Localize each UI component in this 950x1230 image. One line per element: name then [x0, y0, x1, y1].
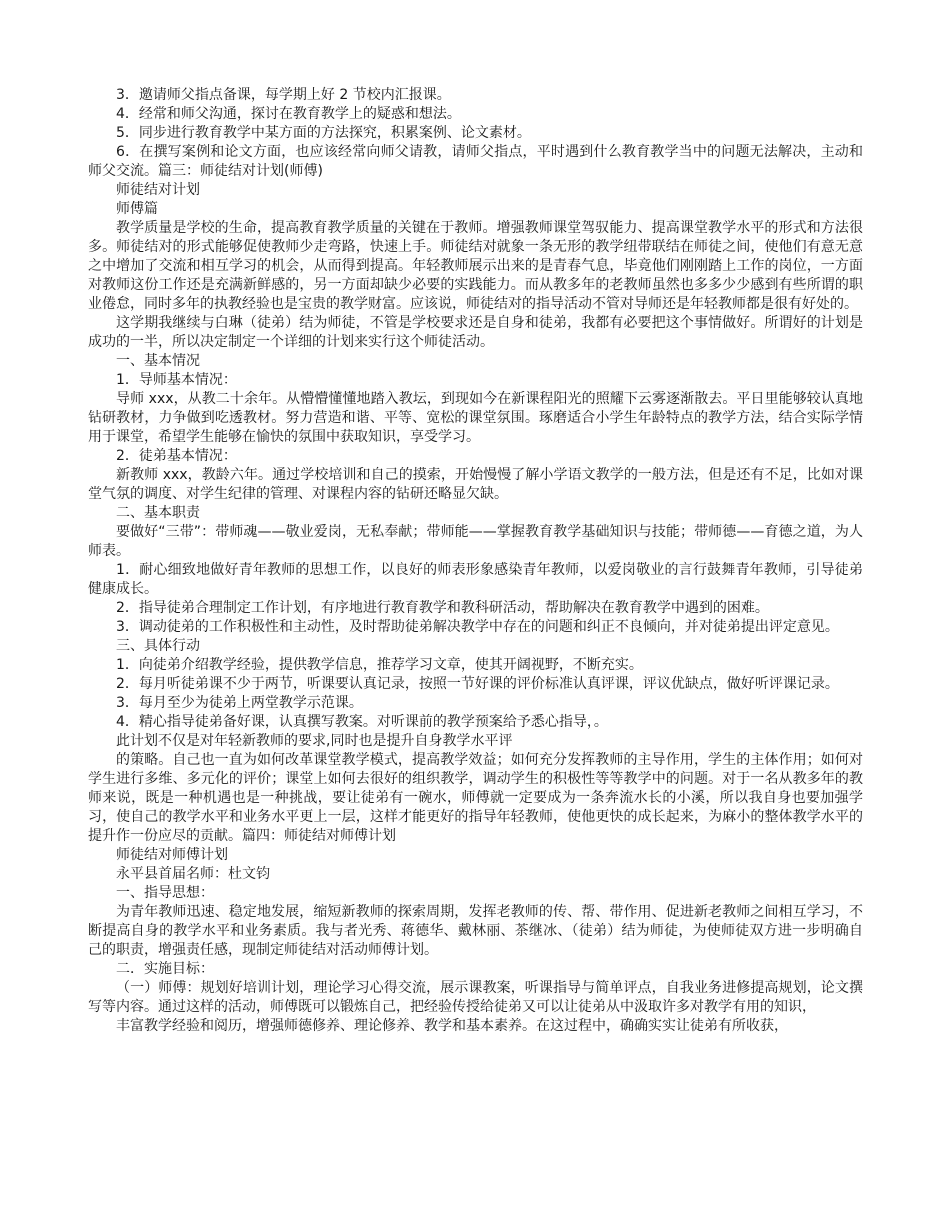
section-subtitle: 师傅篇 — [116, 201, 158, 217]
paragraph: 4．经常和师父沟通，探讨在教育教学上的疑惑和想法。 — [116, 106, 461, 122]
paragraph: 丰富教学经验和阅历，增强师德修养、理论修养、教学和基本素养。在这过程中，确确实实让徒弟有所收获， — [116, 1018, 788, 1034]
section-title: 师徒结对计划 — [116, 182, 200, 198]
section-heading: 一、基本情况 — [116, 353, 200, 369]
section-heading: 二、基本职责 — [116, 505, 200, 521]
paragraph: 3．邀请师父指点备课，每学期上好 2 节校内汇报课。 — [116, 87, 451, 103]
paragraph: 5．同步进行教育教学中某方面的方法探究，积累案例、论文素材。 — [116, 125, 531, 141]
paragraph: （一）师傅：规划好培训计划，理论学习心得交流，展示课教案，听课指导与简单评点，自我业务进修提高规划，论文撰写等内容。通过这样的活动，师傅既可以锻炼自己，把经验传授给徒弟又可以让徒弟从中汲取许多对教学有用的知识， — [88, 980, 863, 1015]
paragraph: 6．在撰写案例和论文方面，也应该经常向师父请教，请师父指点，平时遇到什么教育教学当中的问题无法解决，主动和师父交流。篇三：师徒结对计划(师傅) — [88, 144, 863, 179]
paragraph: 为青年教师迅速、稳定地发展，缩短新教师的探索周期，发挥老教师的传、帮、带作用、促进新老教师之间相互学习，不断提高自身的教学水平和业务素质。我与者光秀、蒋德华、戴林丽、茶继冰、（徒弟）结为师徒，为使师徒双方进一步明确自己的职责，增强责任感，现制定师徒结对活动师傅计划。 — [88, 904, 863, 958]
paragraph: 3．调动徒弟的工作积极性和主动性，及时帮助徒弟解决教学中存在的问题和纠正不良倾向，并对徒弟提出评定意见。 — [116, 619, 839, 635]
paragraph: 新教师 xxx，教龄六年。通过学校培训和自己的摸索，开始慢慢了解小学语文教学的一般方法，但是还有不足，比如对课堂气氛的调度、对学生纪律的管理、对课程内容的钻研还略显欠缺。 — [88, 467, 863, 502]
paragraph: 导师 xxx，从教二十余年。从懵懵懂懂地踏入教坛，到现如今在新课程阳光的照耀下云雾逐渐散去。平日里能够较认真地钻研教材，力争做到吃透教材。努力营造和谐、平等、宽松的课堂氛围。琢磨适合小学生年龄特点的教学方法，结合实际学情用于课堂，希望学生能够在愉快的氛围中获取知识，享受学习。 — [88, 391, 863, 445]
section-heading: 一、指导思想： — [116, 885, 214, 901]
paragraph: 教学质量是学校的生命，提高教育教学质量的关键在于教师。增强教师课堂驾驭能力、提高课堂教学水平的形式和方法很多。师徒结对的形式能够促使教师少走弯路，快速上手。师徒结对就象一条无形的教学纽带联结在师徒之间，使他们有意无意之中增加了交流和相互学习的机会，从而得到提高。年轻教师展示出来的是青春气息，毕竟他们刚刚踏上工作的岗位，一方面对教师这份工作还是充满新鲜感的，另一方面却缺少必要的实践能力。而从教多年的老教师虽然也多多少少感到有些所谓的职业倦怠，同时多年的执教经验也是宝贵的教学财富。应该说，师徒结对的指导活动不管对导师还是年轻教师都是很有好处的。 — [88, 220, 863, 312]
document-body — [88, 86, 863, 1036]
paragraph: 1．耐心细致地做好青年教师的思想工作，以良好的师表形象感染青年教师，以爱岗敬业的言行鼓舞青年教师，引导徒弟健康成长。 — [88, 562, 863, 597]
paragraph: 这学期我继续与白琳（徒弟）结为师徒，不管是学校要求还是自身和徒弟，我都有必要把这个事情做好。所谓好的计划是成功的一半，所以决定制定一个详细的计划来实行这个师徒活动。 — [88, 315, 863, 350]
paragraph: 2．徒弟基本情况： — [116, 448, 237, 464]
paragraph: 此计划不仅是对年轻新教师的要求,同时也是提升自身教学水平评 — [116, 733, 513, 749]
paragraph: 要做好“三带”：带师魂——敬业爱岗，无私奉献；带师能——掌握教育教学基础知识与技能；带师德——育德之道，为人师表。 — [88, 524, 863, 559]
paragraph: 1．导师基本情况： — [116, 372, 237, 388]
paragraph: 的策略。自己也一直为如何改革课堂教学模式，提高教学效益；如何充分发挥教师的主导作用，学生的主体作用；如何对学生进行多维、多元化的评价；课堂上如何去很好的组织教学，调动学生的积极性等等教学中的问题。对于一名从教多年的教师来说，既是一种机遇也是一种挑战，要让徒弟有一碗水，师傅就一定要成为一条奔流水长的小溪，所以我自身也要加强学习，使自己的教学水平和业务水平更上一层，这样才能更好的指导年轻教师，使他更快的成长起来，为麻小的整体教学水平的提升作一份应尽的贡献。篇四：师徒结对师傅计划 — [88, 752, 863, 844]
paragraph: 3．每月至少为徒弟上两堂教学示范课。 — [116, 695, 363, 711]
section-heading: 二．实施目标： — [116, 961, 214, 977]
section-heading: 三、具体行动 — [116, 638, 200, 654]
section-title: 师徒结对师傅计划 — [116, 847, 228, 863]
paragraph: 2．每月听徒弟课不少于两节，听课要认真记录，按照一节好课的评价标准认真评课，评议优缺点，做好听评课记录。 — [116, 676, 839, 692]
paragraph: 4．精心指导徒弟备好课，认真撰写教案。对听课前的教学预案给予悉心指导，。 — [116, 714, 608, 730]
paragraph: 1．向徒弟介绍教学经验，提供教学信息，推荐学习文章，使其开阔视野，不断充实。 — [116, 657, 643, 673]
paragraph: 2．指导徒弟合理制定工作计划，有序地进行教育教学和教科研活动，帮助解决在教育教学中遇到的困难。 — [116, 600, 769, 616]
author-line: 永平县首届名师：杜文钧 — [116, 866, 270, 882]
